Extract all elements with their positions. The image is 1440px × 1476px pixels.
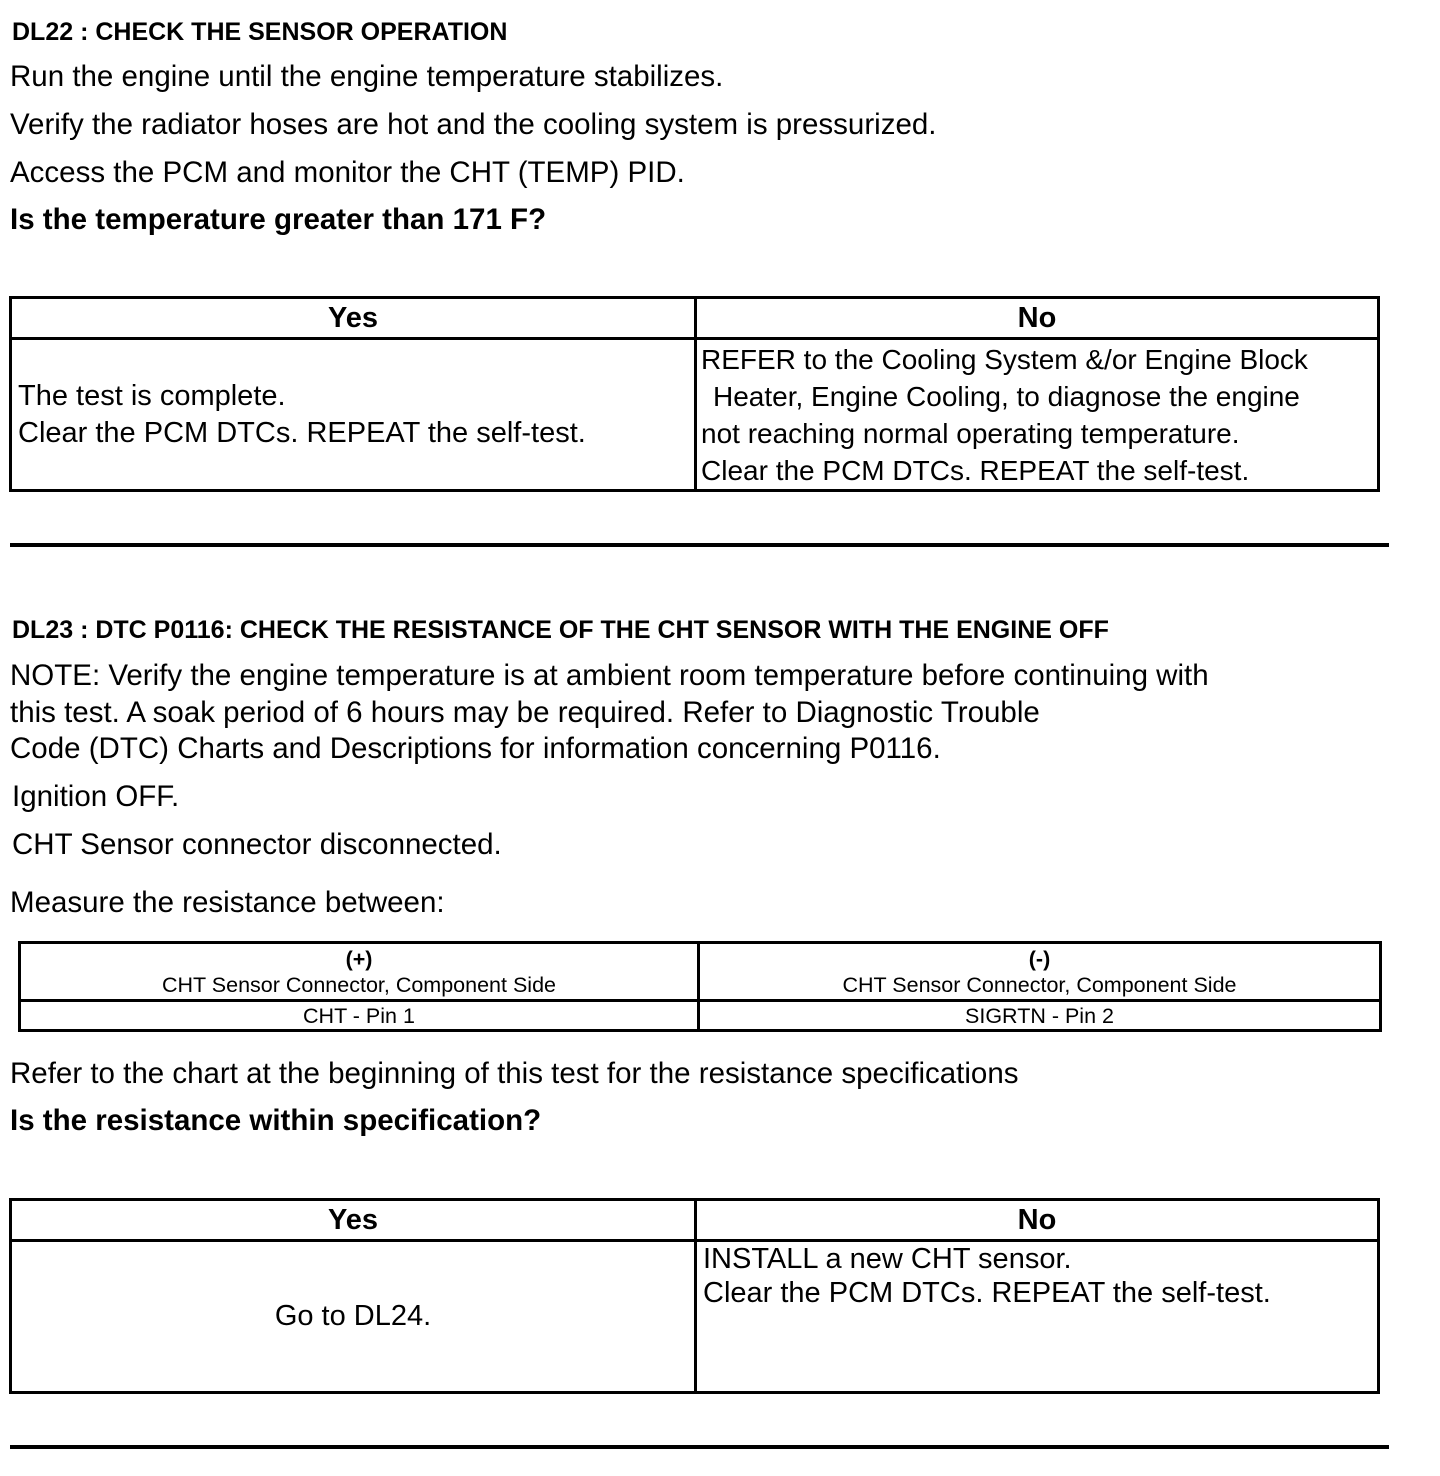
plus-label: CHT Sensor Connector, Component Side xyxy=(162,972,556,997)
yes-cell: Go to DL24. xyxy=(11,1241,696,1393)
no-cell xyxy=(696,1241,1379,1393)
minus-header xyxy=(699,943,1381,1001)
yes-line: Clear the PCM DTCs. REPEAT the self-test. xyxy=(18,416,586,449)
no-line: INSTALL a new CHT sensor. xyxy=(703,1243,1072,1275)
dl22-heading: DL22 : CHECK THE SENSOR OPERATION xyxy=(12,18,508,46)
dl23-note-line: Code (DTC) Charts and Descriptions for information concerning P0116. xyxy=(10,732,941,765)
dl23-heading: DL23 : DTC P0116: CHECK THE RESISTANCE OF THE CHT SENSOR WITH THE ENGINE OFF xyxy=(12,616,1109,644)
dl22-result-table xyxy=(9,296,1380,492)
dl22-line: Verify the radiator hoses are hot and the cooling system is pressurized. xyxy=(10,108,937,141)
section-divider xyxy=(10,1445,1389,1449)
measure-table xyxy=(18,941,1382,1032)
no-line: Clear the PCM DTCs. REPEAT the self-test. xyxy=(701,454,1250,486)
yes-header: Yes xyxy=(11,1200,696,1241)
yes-line: The test is complete. xyxy=(18,379,286,412)
dl23-measure: Measure the resistance between: xyxy=(10,886,445,919)
minus-pin: SIGRTN - Pin 2 xyxy=(699,1001,1381,1031)
no-header: No xyxy=(696,1200,1379,1241)
no-line: Heater, Engine Cooling, to diagnose the engine xyxy=(713,380,1300,412)
dl23-condition: CHT Sensor connector disconnected. xyxy=(12,828,502,861)
plus-sign: (+) xyxy=(345,946,373,971)
no-line: Clear the PCM DTCs. REPEAT the self-test. xyxy=(703,1277,1271,1309)
dl22-question: Is the temperature greater than 171 F? xyxy=(10,203,547,236)
minus-sign: (-) xyxy=(1028,946,1051,971)
no-line: not reaching normal operating temperature. xyxy=(701,417,1240,449)
dl23-refer: Refer to the chart at the beginning of this test for the resistance specifications xyxy=(10,1057,1019,1090)
section-divider xyxy=(10,543,1389,547)
plus-pin: CHT - Pin 1 xyxy=(20,1001,699,1031)
dl23-note-line: this test. A soak period of 6 hours may be required. Refer to Diagnostic Trouble xyxy=(10,696,1040,729)
dl22-line: Run the engine until the engine temperature stabilizes. xyxy=(10,60,724,93)
plus-header xyxy=(20,943,699,1001)
yes-cell xyxy=(11,339,696,491)
dl23-result-table xyxy=(9,1198,1380,1394)
no-line: REFER to the Cooling System &/or Engine Block xyxy=(701,343,1308,375)
no-header: No xyxy=(696,298,1379,339)
no-cell xyxy=(696,339,1379,491)
dl23-question: Is the resistance within specification? xyxy=(10,1104,542,1137)
yes-header: Yes xyxy=(11,298,696,339)
dl23-note-line: NOTE: Verify the engine temperature is at ambient room temperature before continuing with xyxy=(10,659,1209,692)
minus-label: CHT Sensor Connector, Component Side xyxy=(842,972,1237,997)
dl22-line: Access the PCM and monitor the CHT (TEMP) PID. xyxy=(10,156,685,189)
dl23-condition: Ignition OFF. xyxy=(12,780,180,813)
